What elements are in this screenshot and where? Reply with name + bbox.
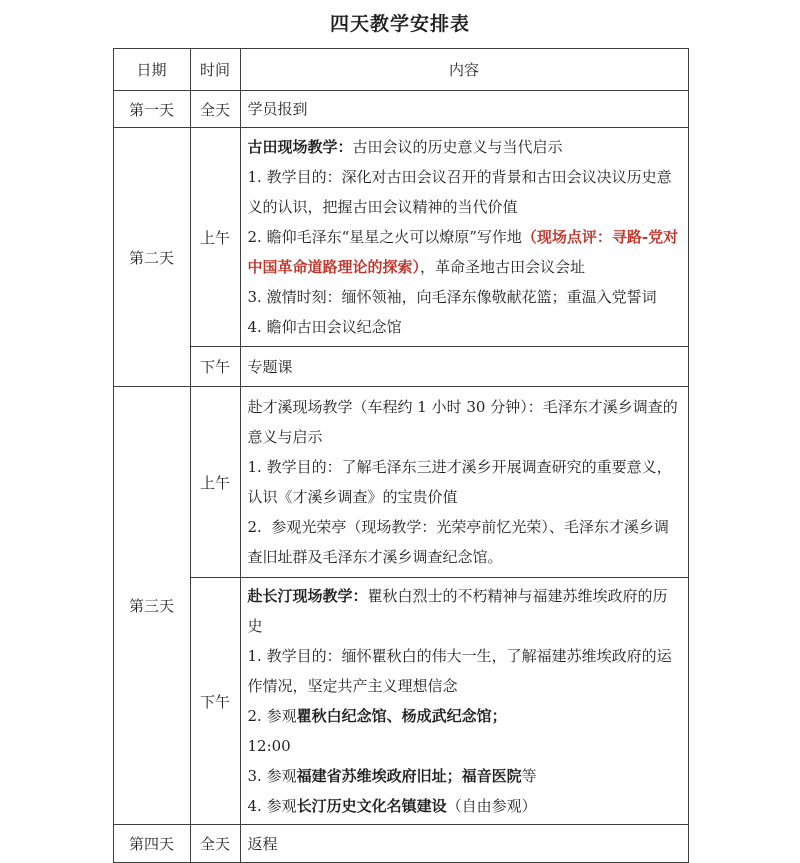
page-title: 四天教学安排表 [329,13,470,35]
body-text: 4. 参观 [247,797,297,815]
content-paragraph [248,312,680,342]
content-paragraph [248,512,680,572]
emphasized-text: 福建省苏维埃政府旧址；福音医院 [296,767,522,785]
content-paragraph [248,392,680,452]
body-text: 等 [521,767,537,785]
body-text: 12:00 [247,737,291,755]
content-paragraph [248,162,680,222]
body-text: 2. 参观 [247,707,297,725]
time-cell: 下午 [190,578,240,825]
body-text: 3. 激情时刻：缅怀领袖，向毛泽东像敬献花篮；重温入党誓词 [247,288,657,306]
content-paragraph [248,641,680,701]
table-body [113,91,688,863]
schedule-row [113,387,688,578]
time-cell: 上午 [190,128,240,347]
schedule-row [113,825,688,863]
body-text: 1. 教学目的：缅怀瞿秋白的伟大一生，了解福建苏维埃政府的运作情况，坚定共产主义理想信念 [247,647,672,695]
schedule-table [113,48,689,863]
content-paragraph [248,791,680,821]
body-text: 1. 教学目的：深化对古田会议召开的背景和古田会议决议历史意义的认识，把握古田会议精神的当代价值 [247,168,672,216]
time-cell: 全天 [190,825,240,863]
content-cell [240,347,688,387]
body-text: 1. 教学目的：了解毛泽东三进才溪乡开展调查研究的重要意义，认识《才溪乡调查》的宝贵价值 [247,458,672,506]
body-text: 3. 参观 [247,767,297,785]
content-cell [240,91,688,128]
time-cell: 下午 [190,347,240,387]
time-cell: 全天 [190,91,240,128]
content-paragraph [248,282,680,312]
day-cell: 第四天 [113,825,190,863]
content-paragraph [248,222,680,282]
content-paragraph [248,731,680,761]
document-page [113,0,688,863]
body-text: 4. 瞻仰古田会议纪念馆 [247,318,402,336]
emphasized-text: 瞿秋白纪念馆、杨成武纪念馆； [296,707,507,725]
column-header-time: 时间 [190,49,240,91]
body-text: 2. 瞻仰毛泽东“星星之火可以燎原”写作地 [247,228,522,246]
day-cell: 第二天 [113,128,190,387]
content-paragraph [248,761,680,791]
content-paragraph [248,701,680,731]
schedule-row [113,347,688,387]
column-header-content: 内容 [240,49,688,91]
body-text: 学员报到 [247,100,308,118]
body-text: 2. 参观光荣亭（现场教学：光荣亭前忆光荣）、毛泽东才溪乡调查旧址群及毛泽东才溪乡调查纪念馆。 [247,518,669,566]
content-paragraph [248,352,680,382]
body-text: （自由参观） [446,797,537,815]
emphasized-text: 长汀历史文化名镇建设 [296,797,447,815]
body-text: 返程 [247,834,278,853]
content-paragraph [248,452,680,512]
content-paragraph [248,581,680,641]
schedule-row [113,128,688,347]
content-cell [240,578,688,825]
content-cell [240,128,688,347]
column-header-date: 日期 [113,49,190,91]
body-text: 古田会议的历史意义与当代启示 [352,138,563,156]
emphasized-text: 赴长汀现场教学： [247,587,368,605]
day-cell: 第三天 [113,387,190,825]
day-cell: 第一天 [113,91,190,128]
content-paragraph [248,132,680,162]
schedule-row [113,91,688,128]
emphasized-text: 古田现场教学： [247,138,353,156]
body-text: ，革命圣地古田会议会址 [420,258,586,276]
body-text: 专题课 [247,357,293,376]
body-text: 赴才溪现场教学（车程约 1 小时 30 分钟）：毛泽东才溪乡调查的意义与启示 [247,398,678,446]
header-row [113,49,688,91]
content-paragraph [248,829,680,859]
content-cell [240,825,688,863]
content-cell [240,387,688,578]
table-header [113,49,688,91]
highlighted-red-text: （现场点评：寻路-党对中国革命道路理论的探索） [247,228,679,276]
content-paragraph [248,94,680,124]
schedule-row [113,578,688,825]
time-cell: 上午 [190,387,240,578]
body-text: 瞿秋白烈士的不朽精神与福建苏维埃政府的历史 [247,587,668,635]
